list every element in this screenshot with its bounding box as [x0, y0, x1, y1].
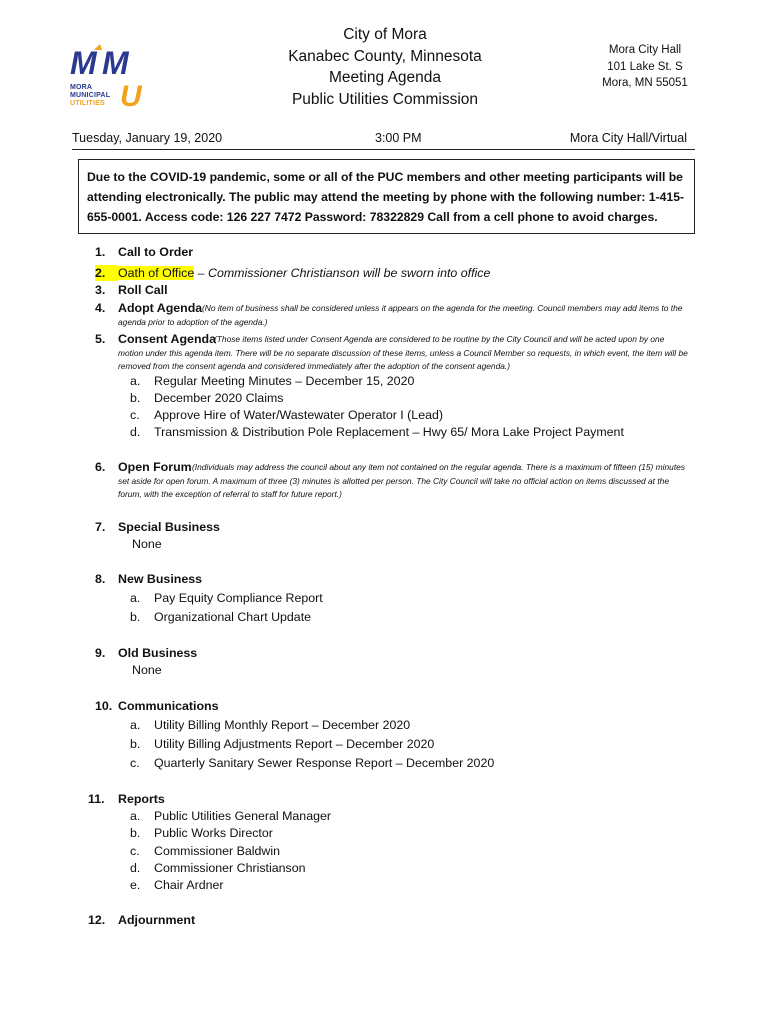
header-commission: Public Utilities Commission [291, 90, 479, 108]
item-number: 9. [95, 646, 106, 660]
agenda-item-7 [95, 519, 220, 535]
logo-sub-utilities: UTILITIES [70, 100, 105, 107]
item-title: Call to Order [118, 245, 194, 259]
logo-letter-u: U [120, 80, 142, 110]
agenda-5a: a. Regular Meeting Minutes – December 15, 2020 [130, 374, 415, 388]
agenda-item-6 [95, 459, 695, 499]
header-doc-type: Meeting Agenda [328, 69, 442, 86]
item-number: 11. [88, 792, 105, 806]
item-title: Special Business [118, 520, 220, 534]
header-city: City of Mora [343, 26, 427, 43]
agenda-8b: b. Organizational Chart Update [130, 610, 312, 624]
item-number: 10. [95, 699, 113, 713]
item-number: 2. [95, 265, 118, 281]
agenda-item-12 [88, 912, 195, 928]
logo-sub-municipal: MUNICIPAL [70, 92, 111, 99]
address-line-1: Mora City Hall [608, 44, 682, 56]
agenda-item-11 [88, 791, 165, 807]
agenda-8a: a. Pay Equity Compliance Report [130, 591, 323, 605]
logo-sub-mora: MORA [70, 84, 93, 91]
item-number: 8. [95, 572, 106, 586]
logo-letter-m1: M [70, 45, 97, 81]
agenda-11e: e. Chair Ardner [130, 878, 224, 892]
covid-notice: Due to the COVID-19 pandemic, some or all of the PUC members and other meeting participants will be attending electronically. The public may attend the meeting by phone with the following number: 1-415-655-0001. Access code: 126 227 7472 Password: 78322829 Call from a cell phone to avoid charges. [78, 159, 695, 234]
agenda-5d: d. Transmission & Distribution Pole Replacement – Hwy 65/ Mora Lake Project Payment [130, 425, 624, 439]
agenda-7-none: None [132, 537, 162, 551]
item-title: Adopt Agenda [118, 301, 203, 315]
item-number: 12. [88, 913, 106, 927]
agenda-item-5 [95, 331, 695, 371]
item-title: Old Business [118, 646, 198, 660]
meeting-date: Tuesday, January 19, 2020 [72, 131, 223, 145]
item-description: (Those items listed under Consent Agenda are considered to be routine by the City Council and will be acted upon by one motion under this agenda item. There will be no separate discussion of these items, unless a Council Member so requests, in which event, the item will be removed from the consent agenda and considered immediately after the adoption of the consent agenda.) [118, 334, 688, 371]
address-line-3: Mora, MN 55051 [602, 77, 688, 89]
item-description: (No item of business shall be considered unless it appears on the agenda for the meeting. Council members may add items to the agenda prior to adoption of the agenda.) [118, 303, 683, 327]
address-line-2: 101 Lake St. S [607, 60, 683, 73]
agenda-11a: a. Public Utilities General Manager [130, 809, 331, 823]
meeting-info-row [72, 131, 695, 150]
meeting-time: 3:00 PM [375, 131, 422, 145]
item-title: Open Forum [118, 460, 192, 474]
agenda-item-3 [95, 282, 168, 298]
item-title: Reports [118, 792, 165, 806]
header-county: Kanabec County, Minnesota [288, 47, 482, 65]
item-note: – Commissioner Christianson will be sworn into office [194, 266, 491, 280]
item-number: 1. [95, 245, 106, 259]
item-title: Oath of Office [118, 266, 195, 280]
item-title: New Business [118, 572, 203, 586]
item-number: 3. [95, 283, 106, 297]
item-title: Roll Call [118, 283, 168, 297]
item-number: 6. [95, 460, 106, 474]
mmu-logo [70, 44, 160, 110]
item-title: Adjournment [118, 913, 196, 927]
header-title-block [230, 24, 540, 110]
agenda-10b: b. Utility Billing Adjustments Report – December 2020 [130, 737, 435, 751]
agenda-item-1 [95, 244, 193, 260]
header-address-block [580, 42, 710, 92]
agenda-10a: a. Utility Billing Monthly Report – December 2020 [130, 718, 411, 732]
item-number: 4. [95, 301, 106, 315]
agenda-item-9 [95, 645, 197, 661]
agenda-item-4 [95, 300, 695, 327]
agenda-5b: b. December 2020 Claims [130, 391, 284, 405]
item-description: (Individuals may address the council about any item not contained on the regular agenda. There is a maximum of fifteen (15) minutes set aside for open forum. A maximum of three (3) minutes is allotted per person. The City Council will take no official action on items discussed at the forum, with the exception of referral to staff for future report.) [118, 462, 685, 499]
agenda-item-10 [95, 698, 219, 714]
item-number: 5. [95, 332, 106, 346]
logo-letter-m2: M [102, 45, 129, 81]
agenda-11d: d. Commissioner Christianson [130, 861, 306, 875]
agenda-item-8 [95, 571, 202, 587]
item-title: Consent Agenda [118, 332, 216, 346]
agenda-10c: c. Quarterly Sanitary Sewer Response Report – December 2020 [130, 756, 495, 770]
meeting-location: Mora City Hall/Virtual [569, 131, 687, 145]
agenda-9-none: None [132, 663, 162, 677]
item-number: 7. [95, 520, 106, 534]
agenda-item-2 [95, 265, 490, 281]
agenda-11c: c. Commissioner Baldwin [130, 844, 281, 858]
agenda-11b: b. Public Works Director [130, 826, 273, 840]
item-title: Communications [118, 699, 219, 713]
agenda-5c: c. Approve Hire of Water/Wastewater Operator I (Lead) [130, 408, 443, 422]
